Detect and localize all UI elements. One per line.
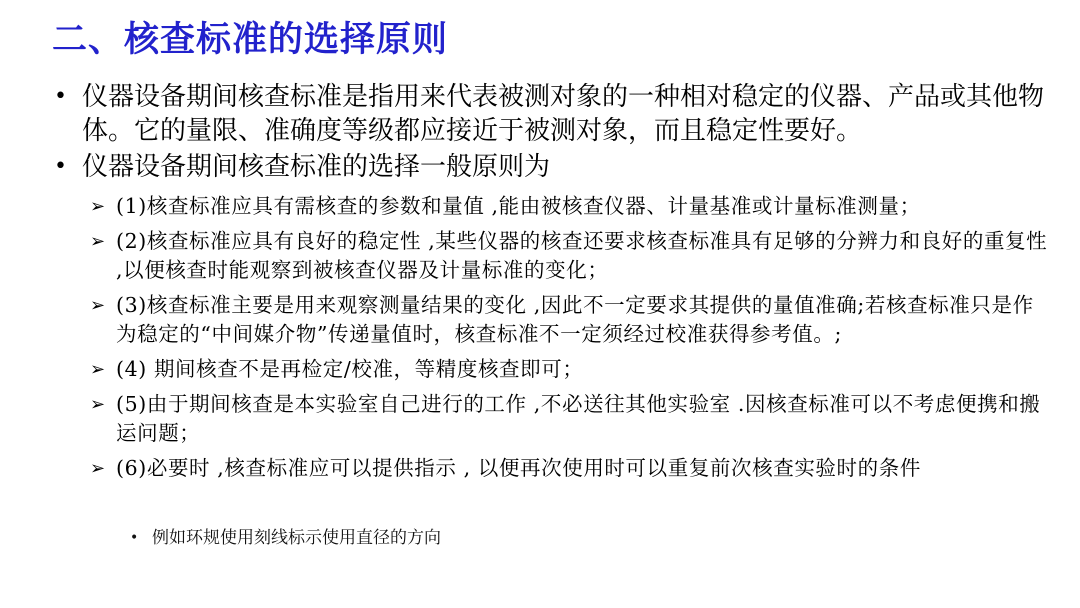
arrow-bullet-icon: ➢ xyxy=(90,231,106,252)
slide-title: 二、核查标准的选择原则 xyxy=(52,20,449,60)
principle-text-6: (6)必要时 ,核查标准应可以提供指示 , 以便再次使用时可以重复前次核查实验时的条件 xyxy=(116,456,921,480)
note-dot-icon: • xyxy=(130,530,139,546)
note-text: 例如环规使用刻线标示使用直径的方向 xyxy=(152,528,441,548)
bullet-text-definition: 仪器设备期间核查标准是指用来代表被测对象的一种相对稳定的仪器、产品或其他物体。它的量限、准确度等级都应接近于被测对象，而且稳定性要好。 xyxy=(82,82,1045,146)
principle-item-4 xyxy=(90,355,1050,384)
arrow-bullet-icon: ➢ xyxy=(90,295,106,316)
principles-list xyxy=(90,192,1050,489)
principle-item-3 xyxy=(90,291,1050,349)
bullet-dot-icon: • xyxy=(54,84,67,109)
bullet-dot-icon: • xyxy=(54,154,67,179)
example-note xyxy=(130,526,441,550)
main-bullet-list xyxy=(54,80,1054,186)
principle-text-1: (1)核查标准应具有需核查的参数和量值 ,能由被核查仪器、计量基准或计量标准测量； xyxy=(116,194,921,218)
principle-text-4: (4) 期间核查不是再检定/校准，等精度核查即可； xyxy=(116,357,584,381)
principle-text-3: (3)核查标准主要是用来观察测量结果的变化 ,因此不一定要求其提供的量值准确;若核查标准只是作为稳定的“中间媒介物”传递量值时，核查标准不一定须经过校准获得参考值。; xyxy=(116,293,1034,346)
principle-text-2: (2)核查标准应具有良好的稳定性 ,某些仪器的核查还要求核查标准具有足够的分辨力和良好的重复性 ,以便核查时能观察到被核查仪器及计量标准的变化； xyxy=(116,229,1048,282)
principle-text-5: (5)由于期间核查是本实验室自己进行的工作 ,不必送往其他实验室 .因核查标准可以不考虑便携和搬运问题； xyxy=(116,392,1041,445)
arrow-bullet-icon: ➢ xyxy=(90,359,106,380)
bullet-item-definition xyxy=(54,80,1054,148)
arrow-bullet-icon: ➢ xyxy=(90,394,106,415)
bullet-item-principles-intro xyxy=(54,150,1054,184)
principle-item-2 xyxy=(90,227,1050,285)
bullet-text-principles-intro: 仪器设备期间核查标准的选择一般原则为 xyxy=(82,152,551,182)
principle-item-6 xyxy=(90,454,1050,483)
arrow-bullet-icon: ➢ xyxy=(90,196,106,217)
arrow-bullet-icon: ➢ xyxy=(90,458,106,479)
principle-item-5 xyxy=(90,390,1050,448)
principle-item-1 xyxy=(90,192,1050,221)
